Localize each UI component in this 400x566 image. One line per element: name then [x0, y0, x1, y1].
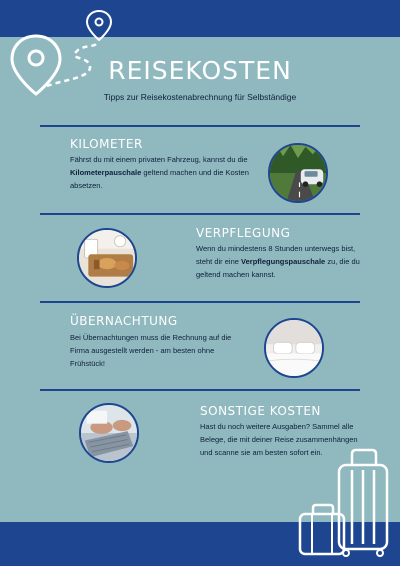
page-subtitle: Tipps zur Reisekostenabrechnung für Selbständige [103, 92, 297, 102]
section-title-kilometer: KILOMETER [70, 137, 143, 151]
divider [40, 301, 360, 303]
section-title-uebernachtung: ÜBERNACHTUNG [70, 314, 178, 328]
section-text-verpflegung: Wenn du mindestens 8 Stunden unterwegs bist, steht dir eine Verpflegungspauschale zu, die du geltend machen kannst. [196, 244, 360, 279]
divider [40, 213, 360, 215]
section-title-sonstige-kosten: SONSTIGE KOSTEN [200, 404, 321, 418]
section-text-kilometer: Fährst du mit einem privaten Fahrzeug, kannst du die Kilometerpauschale geltend machen und die Kosten absetzen. [70, 155, 249, 190]
page-title: REISEKOSTEN [108, 56, 292, 85]
top-band [0, 0, 400, 37]
section-text-uebernachtung: Bei Übernachtungen muss die Rechnung auf die Firma ausgestellt werden - am besten ohne Frühstück! [70, 333, 232, 368]
divider [40, 125, 360, 127]
section-text-sonstige-kosten: Hast du noch weitere Ausgaben? Sammel alle Belege, die mit deiner Reise zusammenhängen und scanne sie am besten sofort ein. [200, 422, 358, 457]
section-title-verpflegung: VERPFLEGUNG [196, 226, 291, 240]
hands-on-keyboard-photo [79, 403, 139, 463]
bottom-band [0, 522, 400, 566]
hotel-bed-photo [264, 318, 324, 378]
divider [40, 389, 360, 391]
car-on-road-photo [268, 143, 328, 203]
food-on-tray-photo [77, 228, 137, 288]
